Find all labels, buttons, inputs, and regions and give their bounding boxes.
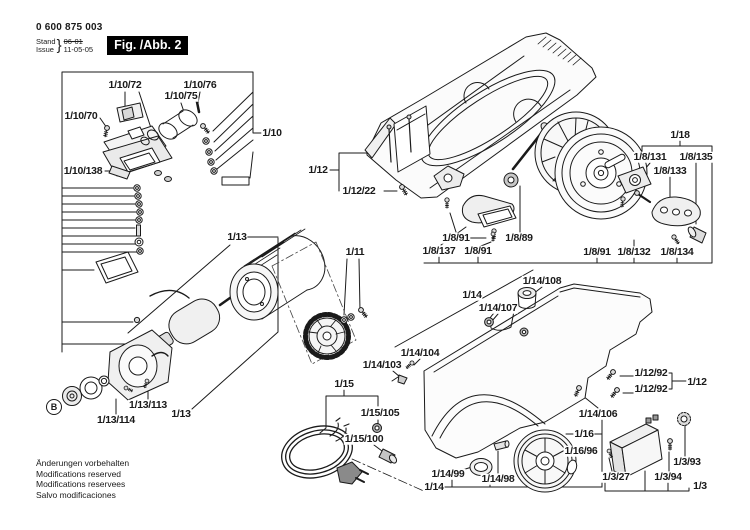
part-label: 1/10	[262, 126, 282, 139]
part-label: 1/8/132	[617, 245, 651, 258]
part-label: 1/15	[334, 377, 354, 390]
part-label: 1/8/131	[633, 150, 667, 163]
part-label: 1/10/76	[183, 78, 217, 91]
part-label: 1/14/108	[522, 274, 562, 287]
part-label: 1/8/91	[442, 231, 470, 244]
part-label: 1/13/113	[129, 398, 167, 411]
wheel-and-handle-drawing	[513, 112, 706, 245]
part-label: 1/3/94	[654, 470, 682, 483]
part-label: 1/18	[670, 128, 690, 141]
part-label: 1/12	[687, 375, 707, 388]
part-label: 1/15/100	[344, 432, 384, 445]
part-label: 1/14/107	[478, 301, 518, 314]
part-label: 1/14/106	[578, 407, 618, 420]
footer-line-en: Modifications reserved	[36, 468, 122, 479]
part-label: 1/12/22	[342, 184, 376, 197]
part-label: 1/14/104	[400, 346, 440, 359]
stand-issue-label	[36, 38, 56, 54]
part-label: 1/3/93	[673, 455, 701, 468]
footer-line-es: Salvo modificaciones	[36, 489, 116, 500]
part-label: 1/8/133	[653, 164, 687, 177]
part-number: 0 600 875 003	[36, 22, 103, 33]
issue-date: 11-05-05	[63, 44, 94, 54]
view-reference-marker: B	[46, 399, 62, 415]
part-label: 1/8/137	[422, 244, 456, 257]
part-label: 1/8/91	[464, 244, 492, 257]
figure-badge: Fig. /Abb. 2	[107, 36, 188, 55]
revision-row	[36, 36, 188, 55]
part-label: 1/10/75	[164, 89, 198, 102]
part-label: 1/13/114	[97, 413, 135, 426]
footer-line-de: Änderungen vorbehalten	[36, 458, 130, 468]
part-label: 1/13	[227, 230, 247, 243]
part-label: 1/14	[424, 480, 444, 493]
part-label: 1/10/70	[64, 109, 98, 122]
part-label: 1/8/135	[679, 150, 713, 163]
capacitor-box-drawing	[607, 413, 691, 478]
part-label: 1/8/89	[505, 231, 533, 244]
part-label: 1/3/27	[602, 470, 630, 483]
part-label: 1/16/96	[564, 444, 598, 457]
part-label: 1/12/92	[634, 382, 668, 395]
part-label: 1/8/91	[583, 245, 611, 258]
issue-label: Issue	[36, 44, 54, 54]
footer-line-fr: Modifications reservees	[36, 479, 126, 489]
part-label: 1/14/98	[481, 472, 515, 485]
motor-assembly-drawing	[63, 229, 369, 406]
revision-dates	[64, 38, 93, 54]
part-label: 1/8/134	[660, 245, 694, 258]
part-label: 1/14	[462, 288, 482, 301]
legal-footer	[36, 458, 129, 500]
drawing-header	[36, 22, 188, 55]
part-label: 1/12/92	[634, 366, 668, 379]
superseded-date: 06-01	[63, 36, 83, 46]
part-label: 1/16	[574, 427, 594, 440]
part-label: 1/13	[171, 407, 191, 420]
part-label: 1/14/99	[431, 467, 465, 480]
power-cable-drawing	[276, 418, 399, 486]
pump-assembly-drawing	[96, 97, 249, 348]
part-label: 1/14/103	[362, 358, 402, 371]
part-label: 1/11	[345, 245, 365, 258]
part-label: 1/3	[693, 479, 707, 492]
brace-glyph: }	[56, 37, 62, 54]
part-label: 1/12	[308, 163, 328, 176]
part-label: 1/15/105	[360, 406, 400, 419]
part-label: 1/10/138	[63, 164, 103, 177]
stand-label: Stand	[36, 36, 56, 46]
part-label: 1/10/72	[108, 78, 142, 91]
